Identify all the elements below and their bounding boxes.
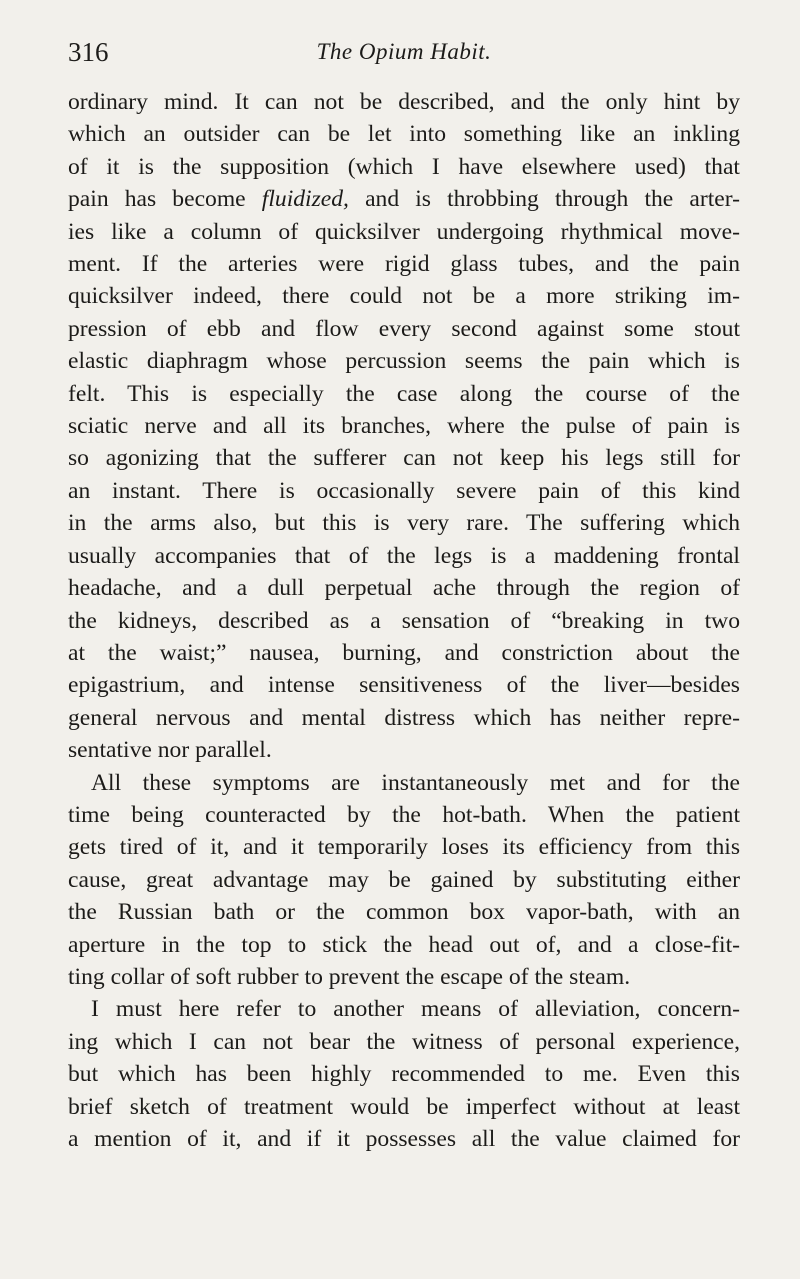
body-text: [68, 86, 740, 1155]
page-number: 316: [68, 37, 109, 67]
page-header: [68, 32, 740, 72]
text-line: ies like a column of quicksilver undergoing rhythmical move-: [68, 218, 740, 245]
text-line: an instant. There is occasionally severe pain of this kind: [68, 477, 740, 504]
text-line: usually accompanies that of the legs is a maddening frontal: [68, 542, 740, 569]
text-line: time being counteracted by the hot-bath. When the patient: [68, 801, 740, 828]
text-line: quicksilver indeed, there could not be a more striking im-: [68, 283, 740, 310]
text-line: elastic diaphragm whose percussion seems the pain which is: [68, 348, 740, 375]
text-line: sciatic nerve and all its branches, where the pulse of pain is: [68, 413, 740, 440]
text-line: aperture in the top to stick the head out of, and a close-fit-: [68, 931, 740, 958]
text-line: in the arms also, but this is very rare. The suffering which: [68, 510, 740, 537]
text-line: I must here refer to another means of alleviation, concern-: [91, 996, 740, 1023]
text-line: sentative nor parallel.: [68, 737, 272, 764]
paragraph-1: [68, 86, 740, 767]
text-line-with-emphasis: [68, 183, 740, 215]
text-line: general nervous and mental distress which has neither repre-: [68, 704, 740, 731]
text-line: cause, great advantage may be gained by substituting either: [68, 866, 740, 893]
text-line: but which has been highly recommended to me. Even this: [68, 1061, 740, 1088]
text-line: ting collar of soft rubber to prevent the escape of the steam.: [68, 963, 631, 990]
text-line: brief sketch of treatment would be imperfect without at least: [68, 1093, 740, 1120]
text-line: a mention of it, and if it possesses all the value claimed for: [68, 1126, 740, 1152]
text-line: so agonizing that the sufferer can not keep his legs still for: [68, 445, 740, 472]
text-line: headache, and a dull perpetual ache through the region of: [68, 575, 740, 602]
paragraph-2: [68, 767, 740, 994]
running-title: The Opium Habit.: [316, 39, 492, 64]
text-line: felt. This is especially the case along the course of the: [68, 380, 740, 407]
text-line: ing which I can not bear the witness of personal experience,: [68, 1028, 740, 1055]
text-line: ment. If the arteries were rigid glass tubes, and the pain: [68, 251, 740, 278]
text-line: ordinary mind. It can not be described, and the only hint by: [68, 89, 740, 115]
line-tail: and is throbbing through the arter-: [348, 186, 740, 213]
text-line: the Russian bath or the common box vapor-bath, with an: [68, 899, 740, 926]
text-line: All these symptoms are instantaneously met and for the: [91, 769, 740, 796]
text-line: pression of ebb and flow every second against some stout: [68, 315, 740, 342]
paragraph-3: [68, 993, 740, 1155]
text-line: the kidneys, described as a sensation of “breaking in two: [68, 607, 740, 634]
text-line: of it is the supposition (which I have elsewhere used) that: [68, 153, 740, 180]
emphasis-fluidized: fluidized,: [261, 186, 349, 213]
text-line: gets tired of it, and it temporarily loses its efficiency from this: [68, 834, 740, 861]
text-line: at the waist;” nausea, burning, and constriction about the: [68, 639, 740, 666]
text-line: which an outsider can be let into something like an inkling: [68, 121, 740, 148]
text-line: epigastrium, and intense sensitiveness of the liver—besides: [68, 672, 740, 699]
line-head: pain has become: [68, 186, 262, 213]
